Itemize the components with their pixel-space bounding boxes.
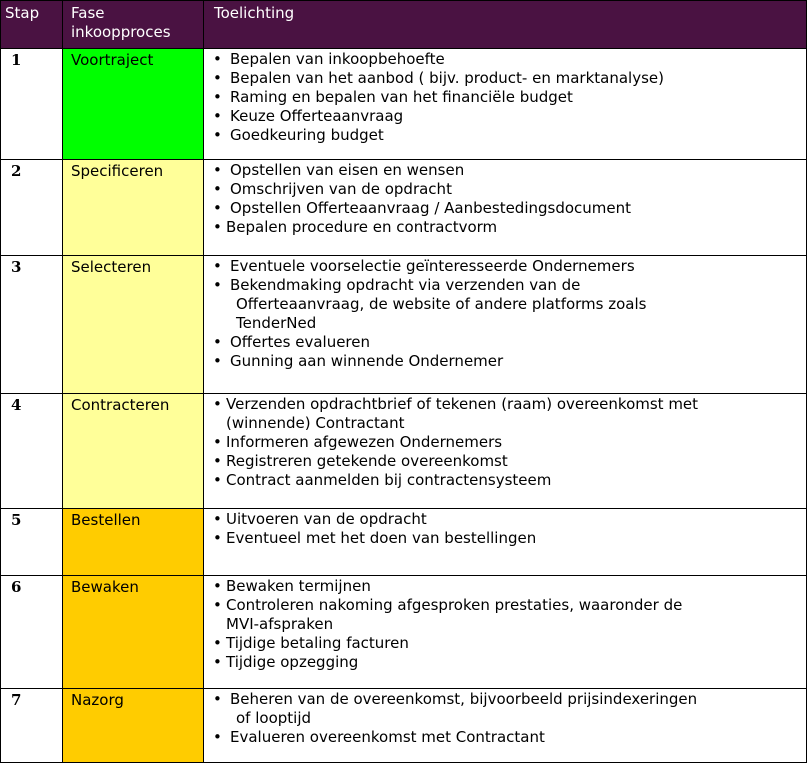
- table-row: [1, 256, 807, 394]
- header-fase: [63, 1, 204, 49]
- list-item: [212, 471, 802, 490]
- list-item: [212, 596, 802, 634]
- list-item-text: • Keuze Offerteaanvraag: [230, 107, 404, 125]
- list-item: [212, 452, 802, 471]
- list-item: [212, 199, 802, 218]
- step-number: 1: [1, 49, 63, 160]
- list-item: [212, 577, 802, 596]
- step-number: 4: [1, 394, 63, 509]
- bullet-list: [212, 577, 802, 672]
- list-item: [212, 161, 802, 180]
- header-fase-line1: Fase: [71, 4, 105, 22]
- bullet-list: [212, 510, 802, 548]
- list-item-text: • Goedkeuring budget: [230, 126, 384, 144]
- bullet-list: [212, 395, 802, 490]
- list-item: [212, 529, 802, 548]
- table-row: [1, 689, 807, 763]
- list-item: [212, 276, 802, 333]
- step-number: 2: [1, 160, 63, 256]
- list-item-text: • Contract aanmelden bij contractensysteem: [226, 471, 552, 489]
- table-row: [1, 576, 807, 689]
- list-item-text: • Bepalen van inkoopbehoefte: [230, 50, 445, 68]
- header-stap: Stap: [1, 1, 63, 49]
- phase-name: Contracteren: [63, 394, 204, 509]
- list-item: [212, 728, 802, 747]
- list-item-text: • Bepalen procedure en contractvorm: [226, 218, 498, 236]
- list-item-text: • Omschrijven van de opdracht: [230, 180, 452, 198]
- table-row: [1, 509, 807, 576]
- list-item: [212, 433, 802, 452]
- header-toelichting: Toelichting: [204, 1, 807, 49]
- list-item: [212, 107, 802, 126]
- list-item-text: • Opstellen Offerteaanvraag / Aanbestedingsdocument: [230, 199, 632, 217]
- list-item: [212, 690, 802, 728]
- phase-name: Voortraject: [63, 49, 204, 160]
- header-row: [1, 1, 807, 49]
- list-item: [212, 395, 802, 433]
- list-item-text: • Evalueren overeenkomst met Contractant: [230, 728, 545, 746]
- list-item-text: • Bewaken termijnen: [226, 577, 371, 595]
- list-item-continuation: Offerteaanvraag, de website of andere platforms zoals: [236, 295, 647, 313]
- bullet-list: [212, 50, 802, 145]
- list-item: [212, 634, 802, 653]
- list-item-continuation: (winnende) Contractant: [226, 414, 405, 432]
- list-item: [212, 510, 802, 529]
- explanation-cell: [204, 49, 807, 160]
- list-item: [212, 653, 802, 672]
- bullet-list: [212, 161, 802, 237]
- list-item-text: • Opstellen van eisen en wensen: [230, 161, 465, 179]
- list-item: [212, 180, 802, 199]
- explanation-cell: [204, 509, 807, 576]
- list-item-continuation: TenderNed: [236, 314, 317, 332]
- list-item-text: • Verzenden opdrachtbrief of tekenen (raam) overeenkomst met: [226, 395, 699, 413]
- step-number: 5: [1, 509, 63, 576]
- list-item-text: • Tijdige opzegging: [226, 653, 359, 671]
- phase-name: Bestellen: [63, 509, 204, 576]
- list-item-text: • Registreren getekende overeenkomst: [226, 452, 508, 470]
- phase-name: Specificeren: [63, 160, 204, 256]
- list-item-text: • Beheren van de overeenkomst, bijvoorbeeld prijsindexeringen: [230, 690, 698, 708]
- list-item-text: • Bekendmaking opdracht via verzenden van de: [230, 276, 581, 294]
- table-row: [1, 394, 807, 509]
- explanation-cell: [204, 394, 807, 509]
- explanation-cell: [204, 689, 807, 763]
- list-item-text: • Raming en bepalen van het financiële budget: [230, 88, 573, 106]
- list-item: [212, 333, 802, 352]
- header-fase-line2: inkoopproces: [71, 23, 171, 41]
- phase-name: Selecteren: [63, 256, 204, 394]
- list-item-text: • Uitvoeren van de opdracht: [226, 510, 427, 528]
- list-item-continuation: of looptijd: [236, 709, 312, 727]
- list-item: [212, 218, 802, 237]
- step-number: 6: [1, 576, 63, 689]
- list-item: [212, 50, 802, 69]
- list-item: [212, 126, 802, 145]
- table-row: [1, 49, 807, 160]
- step-number: 7: [1, 689, 63, 763]
- list-item: [212, 69, 802, 88]
- bullet-list: [212, 257, 802, 371]
- step-number: 3: [1, 256, 63, 394]
- explanation-cell: [204, 576, 807, 689]
- phase-name: Nazorg: [63, 689, 204, 763]
- table-row: [1, 160, 807, 256]
- list-item-text: • Controleren nakoming afgesproken prestaties, waaronder de: [226, 596, 683, 614]
- list-item-text: • Eventueel met het doen van bestellingen: [226, 529, 537, 547]
- list-item-text: • Offertes evalueren: [230, 333, 371, 351]
- explanation-cell: [204, 160, 807, 256]
- bullet-list: [212, 690, 802, 747]
- list-item: [212, 352, 802, 371]
- list-item-text: • Tijdige betaling facturen: [226, 634, 409, 652]
- list-item-text: • Eventuele voorselectie geïnteresseerde Ondernemers: [230, 257, 635, 275]
- explanation-cell: [204, 256, 807, 394]
- list-item-continuation: MVI-afspraken: [226, 615, 334, 633]
- list-item-text: • Bepalen van het aanbod ( bijv. product- en marktanalyse): [230, 69, 664, 87]
- phase-name: Bewaken: [63, 576, 204, 689]
- list-item-text: • Informeren afgewezen Ondernemers: [226, 433, 503, 451]
- list-item: [212, 257, 802, 276]
- list-item-text: • Gunning aan winnende Ondernemer: [230, 352, 504, 370]
- list-item: [212, 88, 802, 107]
